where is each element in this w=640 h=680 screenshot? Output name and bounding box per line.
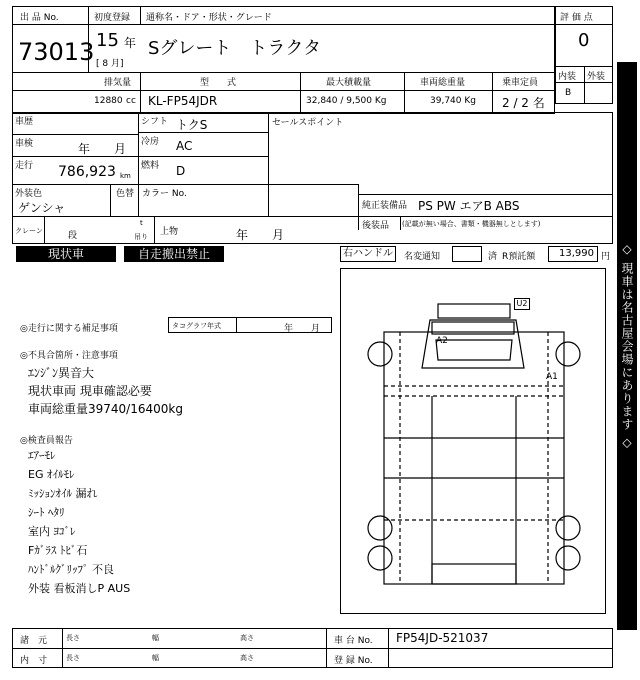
damage-code-a1: A1 — [546, 372, 558, 382]
lot-number: 73013 — [18, 38, 95, 66]
gvw-label: 車両総重量 — [420, 78, 466, 88]
inspector-item: Fｶﾞﾗｽ ﾄﾋﾞ石 — [28, 544, 88, 557]
fuel-value: D — [176, 164, 186, 178]
rating-value: 0 — [578, 30, 590, 51]
displacement-unit: cc — [126, 96, 136, 106]
defect-item: ｴﾝｼﾞﾝ異音大 — [28, 366, 95, 380]
aftermarket-label: 後装品 — [362, 221, 390, 231]
displacement-value: 12880 — [94, 96, 123, 106]
capacity-value: 2 / 2 名 — [502, 96, 545, 110]
lot-no-label: 出 品 No. — [20, 13, 59, 23]
crane-hoist: 吊り — [134, 233, 148, 241]
mileage-note-title: ◎走行に関する補足事項 — [20, 324, 118, 334]
inspector-list — [28, 446, 130, 598]
defect-item: 現状車両 現車確認必要 — [28, 384, 152, 398]
name-change-box — [452, 246, 482, 262]
recycle-deposit-value: 13,990 — [548, 246, 598, 262]
location-banner: ◇ 現車は名古屋会場にあります ◇ — [617, 62, 637, 630]
defect-item: 車両総重量39740/16400kg — [28, 402, 183, 416]
width-label: 幅 — [152, 634, 159, 642]
interior-length-label: 長さ — [66, 654, 80, 662]
history-label: 車歴 — [15, 117, 34, 127]
inspection-label: 車検 — [15, 139, 34, 149]
first-reg-label: 初度登録 — [94, 13, 131, 23]
interior-grade: B — [565, 88, 572, 98]
equipment-label: 純正装備品 — [362, 201, 408, 211]
height-label: 高さ — [240, 634, 254, 642]
recycle-unit: 円 — [601, 252, 611, 262]
first-reg-month: [ 8 月] — [96, 59, 124, 69]
name-change-label: 名変通知 — [404, 252, 441, 262]
type-code: KL-FP54JDR — [148, 94, 218, 108]
inspector-item: ｼｰﾄ ﾍﾀﾘ — [28, 506, 65, 519]
damage-code-a2: A2 — [436, 336, 448, 346]
inspector-item: 外装 看板消しP AUS — [28, 582, 131, 595]
max-load-label: 最大積載量 — [326, 78, 372, 88]
equipment-value: PS PW エアB ABS — [418, 199, 520, 213]
aftermarket-note: (記載が無い場合、書類・機器無しとします) — [402, 220, 541, 228]
mileage-label: 走行 — [15, 161, 34, 171]
defects-list — [28, 364, 183, 418]
recycle-done-label: 済 — [488, 252, 498, 262]
type-label: 型 式 — [200, 78, 237, 88]
current-car-badge: 現状車 — [16, 246, 116, 262]
aircon-value: AC — [176, 139, 193, 153]
model-label: 通称名・ドア・形状・グレード — [146, 13, 272, 23]
interior-height-label: 高さ — [240, 654, 254, 662]
truck-diagram — [340, 268, 606, 614]
dims-label: 諸 元 — [20, 636, 48, 646]
no-self-drive-badge: 自走搬出禁止 — [124, 246, 224, 262]
aircon-label: 冷房 — [141, 137, 160, 147]
inspector-title: ◎検査員報告 — [20, 436, 73, 446]
right-handle-box: 右ハンドル — [340, 246, 396, 262]
inspection-value: 年 月 — [78, 142, 127, 156]
gvw-value: 39,740 Kg — [430, 96, 476, 106]
crane-t: t — [140, 219, 143, 227]
exterior-color-label: 外装色 — [15, 189, 43, 199]
exterior-label: 外装 — [587, 72, 606, 82]
inspector-item: ﾐｯｼｮﾝｵｲﾙ 漏れ — [28, 487, 98, 500]
year-unit: 年 — [124, 36, 137, 50]
fuel-label: 燃料 — [141, 161, 160, 171]
capacity-label: 乗車定員 — [502, 78, 539, 88]
interior-width-label: 幅 — [152, 654, 159, 662]
shift-label: シフト — [141, 117, 169, 127]
recycle-deposit-label: R預託額 — [502, 252, 536, 262]
tachograph-label: タコグラフ年式 — [172, 322, 221, 330]
chassis-no: FP54JD-521037 — [396, 631, 489, 645]
damage-code-u2: U2 — [514, 298, 530, 310]
color-change-label: 色替 — [116, 189, 135, 199]
registration-label: 登 録 No. — [334, 656, 373, 666]
tachograph-value: 年 月 — [284, 324, 321, 334]
mileage-unit: km — [120, 172, 131, 180]
inspector-item: EG ｵｲﾙﾓﾚ — [28, 468, 75, 481]
inspector-item: 室内 ﾖｺﾞﾚ — [28, 525, 76, 538]
mileage-value: 786,923 — [58, 164, 116, 180]
rating-label: 評 価 点 — [560, 13, 593, 23]
shift-value: トクS — [176, 118, 208, 132]
exterior-color-value: ゲンシャ — [18, 201, 66, 215]
sales-point-label: セールスポイント — [272, 118, 344, 128]
crane-step: 段 — [68, 231, 78, 241]
crane-label: クレーン — [15, 227, 43, 235]
interior-dims-label: 内 寸 — [20, 656, 48, 666]
lift-value: 年 月 — [236, 228, 285, 242]
inspector-item: ﾊﾝﾄﾞﾙｸﾞﾘｯﾌﾟ 不良 — [28, 563, 114, 576]
color-no-label: カラー No. — [142, 189, 187, 199]
lift-label: 上物 — [160, 227, 179, 237]
interior-label: 内装 — [558, 72, 577, 82]
max-load-value: 32,840 / 9,500 Kg — [306, 96, 387, 106]
first-reg-year: 15 — [96, 30, 119, 51]
defects-title: ◎不具合箇所・注意事項 — [20, 351, 118, 361]
chassis-label: 車 台 No. — [334, 636, 373, 646]
model-name: Sグレート トラクタ — [148, 38, 322, 59]
length-label: 長さ — [66, 634, 80, 642]
inspector-item: ｴｱｰﾓﾚ — [28, 449, 56, 462]
displacement-label: 排気量 — [104, 78, 132, 88]
